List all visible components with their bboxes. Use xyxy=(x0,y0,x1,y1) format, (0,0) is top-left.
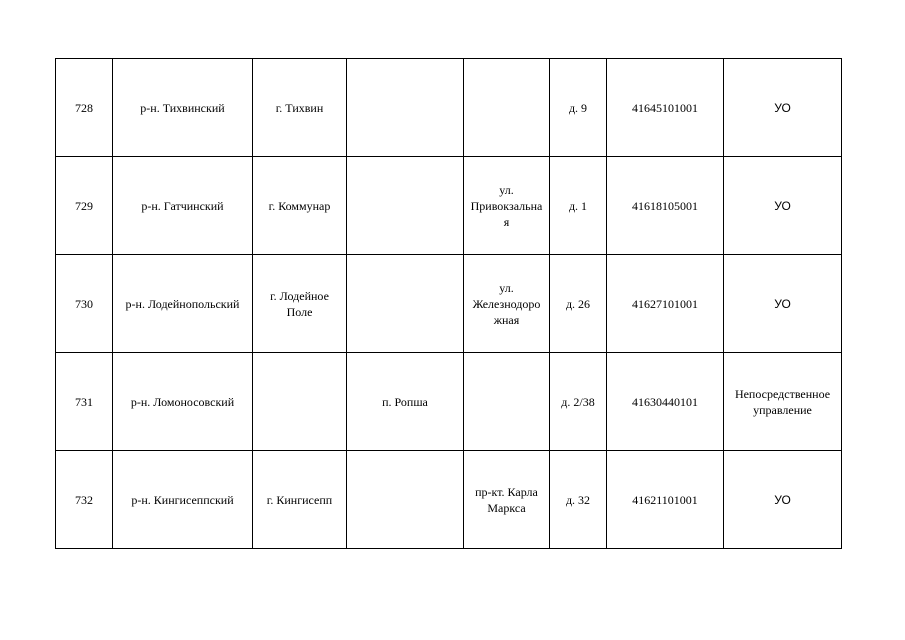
street-cell xyxy=(464,157,550,255)
table-row xyxy=(56,353,842,451)
row-number: 730 xyxy=(75,296,93,311)
row-number-cell xyxy=(56,255,113,353)
management-type: Непосредственное управление xyxy=(734,386,831,417)
row-number-cell xyxy=(56,451,113,549)
row-number: 732 xyxy=(75,492,93,507)
settlement-cell xyxy=(347,451,464,549)
row-number: 731 xyxy=(75,394,93,409)
city-cell xyxy=(253,59,347,157)
city-name: г. Лодейное Поле xyxy=(270,288,329,319)
street-name: ул. Привокзальна я xyxy=(470,182,543,229)
row-number: 728 xyxy=(75,100,93,115)
street-cell xyxy=(464,451,550,549)
management-cell xyxy=(724,255,842,353)
district-cell xyxy=(113,255,253,353)
district-name: р-н. Ломоносовский xyxy=(130,394,235,409)
oktmo-cell xyxy=(607,255,724,353)
house-cell xyxy=(550,255,607,353)
oktmo-cell xyxy=(607,451,724,549)
street-name: пр-кт. Карла Маркса xyxy=(475,484,538,515)
row-number-cell xyxy=(56,59,113,157)
row-number-cell xyxy=(56,353,113,451)
row-number-cell xyxy=(56,157,113,255)
city-name: г. Кингисепп xyxy=(266,492,333,507)
table-row xyxy=(56,157,842,255)
street-cell xyxy=(464,353,550,451)
city-cell xyxy=(253,255,347,353)
settlement-name: п. Ропша xyxy=(382,394,428,409)
district-cell xyxy=(113,157,253,255)
settlement-cell xyxy=(347,59,464,157)
district-cell xyxy=(113,59,253,157)
district-name: р-н. Гатчинский xyxy=(141,198,224,213)
district-cell xyxy=(113,353,253,451)
management-type: УО xyxy=(774,198,791,213)
city-name: г. Коммунар xyxy=(268,198,331,213)
house-number: д. 9 xyxy=(568,100,588,115)
street-cell xyxy=(464,59,550,157)
settlement-cell xyxy=(347,353,464,451)
oktmo-cell xyxy=(607,353,724,451)
management-type: УО xyxy=(774,100,791,115)
street-name: ул. Железнодоро жная xyxy=(472,280,541,327)
district-name: р-н. Кингисеппский xyxy=(131,492,234,507)
housing-registry-table xyxy=(55,58,842,549)
management-cell xyxy=(724,451,842,549)
district-name: р-н. Лодейнопольский xyxy=(125,296,240,311)
management-cell xyxy=(724,59,842,157)
city-cell xyxy=(253,451,347,549)
oktmo-code: 41618105001 xyxy=(632,198,698,213)
settlement-cell xyxy=(347,157,464,255)
oktmo-cell xyxy=(607,157,724,255)
house-cell xyxy=(550,157,607,255)
district-cell xyxy=(113,451,253,549)
management-type: УО xyxy=(774,492,791,507)
house-number: д. 1 xyxy=(568,198,588,213)
house-cell xyxy=(550,451,607,549)
city-name: г. Тихвин xyxy=(275,100,324,115)
city-cell xyxy=(253,353,347,451)
oktmo-code: 41627101001 xyxy=(632,296,698,311)
oktmo-code: 41645101001 xyxy=(632,100,698,115)
house-number: д. 32 xyxy=(565,492,591,507)
row-number: 729 xyxy=(75,198,93,213)
management-cell xyxy=(724,353,842,451)
oktmo-code: 41630440101 xyxy=(632,394,698,409)
management-cell xyxy=(724,157,842,255)
settlement-cell xyxy=(347,255,464,353)
oktmo-cell xyxy=(607,59,724,157)
house-number: д. 2/38 xyxy=(561,394,595,409)
house-number: д. 26 xyxy=(565,296,591,311)
oktmo-code: 41621101001 xyxy=(632,492,698,507)
table-row xyxy=(56,451,842,549)
table-row xyxy=(56,255,842,353)
management-type: УО xyxy=(774,296,791,311)
house-cell xyxy=(550,59,607,157)
table-row xyxy=(56,59,842,157)
city-cell xyxy=(253,157,347,255)
house-cell xyxy=(550,353,607,451)
district-name: р-н. Тихвинский xyxy=(140,100,225,115)
street-cell xyxy=(464,255,550,353)
